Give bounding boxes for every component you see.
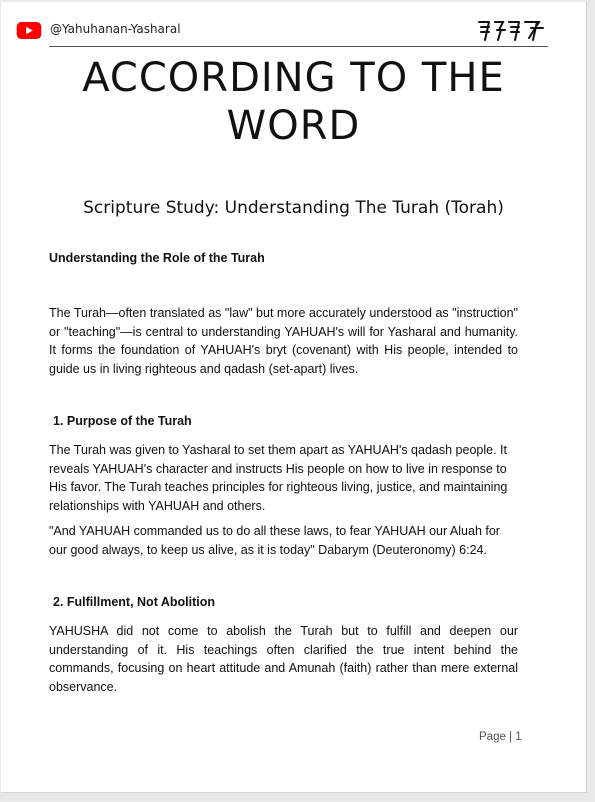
page-number: Page | 1 [479, 731, 522, 743]
youtube-icon[interactable] [16, 22, 42, 39]
document-page [1, 2, 587, 793]
intro-paragraph: The Turah—often translated as "law" but more accurately understood as "instruction" or "teaching"—is central to understanding YAHUAH's will for Yasharal and humanity. It forms the foundation of YAHUAH's bryt (covenant) with His people, intended to guide us in living righteous and qadash (set-apart) lives. [49, 306, 518, 377]
page-subtitle: Scripture Study: Understanding The Turah (Torah) [83, 198, 504, 218]
paleo-hebrew-logo [475, 16, 547, 42]
page-title: ACCORDING TO THE WORD [82, 55, 505, 149]
section-heading-intro: Understanding the Role of the Turah [49, 251, 265, 265]
purpose-paragraph: The Turah was given to Yasharal to set them apart as YAHUAH's qadash people. It reveals YAHUAH's character and instructs His people on how to live in response to His favor. The Turah teaches principles for righteous living, justice, and maintaining relationships with YAHUAH and others. [49, 443, 508, 514]
scripture-quote: "And YAHUAH commanded us to do all these laws, to fear YAHUAH our Aluah for our good always, to keep us alive, as it is today" Dabarym (Deuteronomy) 6:24. [49, 524, 500, 557]
fulfillment-paragraph: YAHUSHA did not come to abolish the Turah but to fulfill and deepen our understanding of it. His teachings often clarified the true intent behind the commands, focusing on heart attitude and Amunah (faith) rather than mere external observance. [49, 624, 518, 695]
section-heading-fulfillment: 2. Fulfillment, Not Abolition [53, 595, 216, 609]
header-divider [49, 46, 548, 47]
channel-handle[interactable]: @Yahuhanan-Yasharal [50, 22, 181, 36]
section-heading-purpose: 1. Purpose of the Turah [53, 414, 192, 428]
